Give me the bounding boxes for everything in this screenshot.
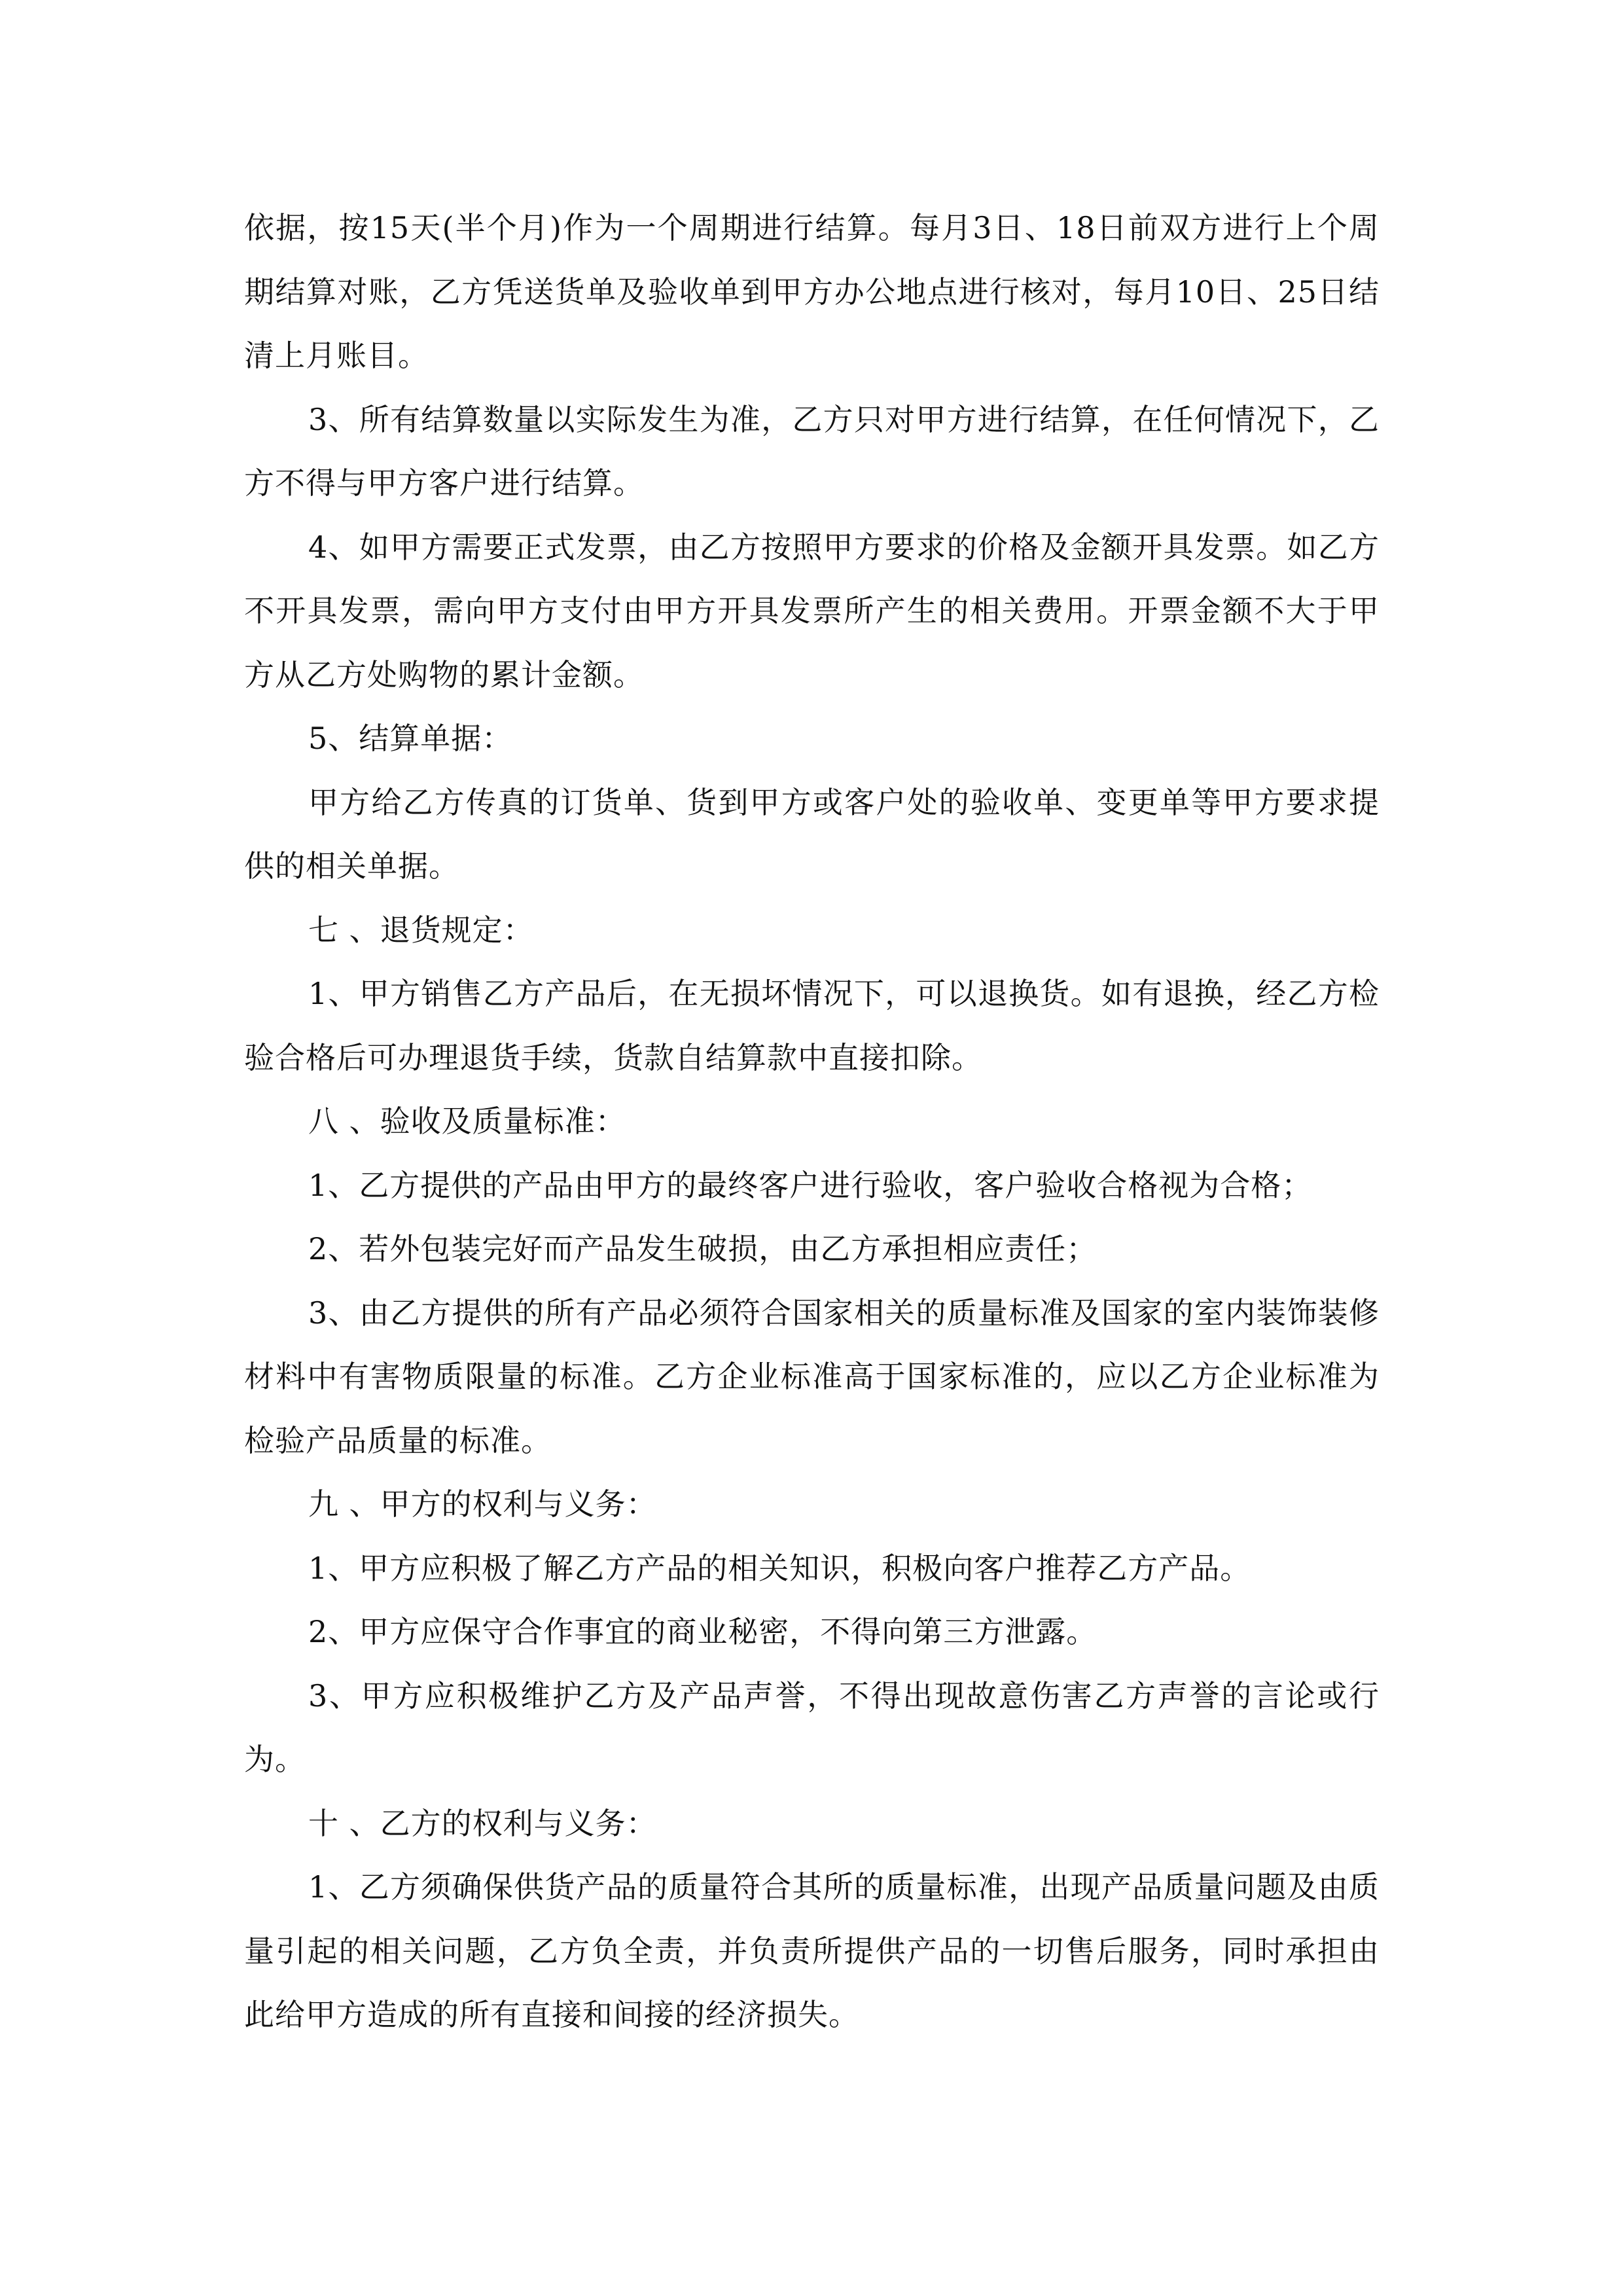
paragraph-settlement-quantity: 3、所有结算数量以实际发生为准，乙方只对甲方进行结算，在任何情况下，乙方不得与甲方客户进行结算。 (244, 401, 1380, 501)
paragraph-invoice: 4、如甲方需要正式发票，由乙方按照甲方要求的价格及金额开具发票。如乙方不开具发票，需向甲方支付由甲方开具发票所产生的相关费用。开票金额不大于甲方从乙方处购物的累计金额。 (244, 529, 1380, 692)
paragraph-acceptance-2: 2、若外包装完好而产品发生破损，由乙方承担相应责任； (308, 1231, 1097, 1266)
paragraph-returns-1: 1、甲方销售乙方产品后，在无损坏情况下，可以退换货。如有退换，经乙方检验合格后可办理退货手续，货款自结算款中直接扣除。 (244, 976, 1380, 1075)
paragraph-settlement-documents: 甲方给乙方传真的订货单、货到甲方或客户处的验收单、变更单等甲方要求提供的相关单据。 (244, 784, 1380, 884)
paragraph-party-a-1: 1、甲方应积极了解乙方产品的相关知识，积极向客户推荐乙方产品。 (308, 1550, 1251, 1586)
paragraph-party-a-3: 3、甲方应积极维护乙方及产品声誉，不得出现故意伤害乙方声誉的言论或行为。 (244, 1677, 1380, 1777)
paragraph-acceptance-3: 3、由乙方提供的所有产品必须符合国家相关的质量标准及国家的室内装饰装修材料中有害物质限量的标准。乙方企业标准高于国家标准的，应以乙方企业标准为检验产品质量的标准。 (244, 1295, 1380, 1458)
paragraph-party-a-2: 2、甲方应保守合作事宜的商业秘密，不得向第三方泄露。 (308, 1614, 1097, 1649)
document-body (244, 196, 1380, 2047)
section-heading-acceptance: 八 、验收及质量标准： (308, 1103, 626, 1139)
paragraph-settlement-basis: 依据，按15天(半个月)作为一个周期进行结算。每月3日、18日前双方进行上个周期结算对账，乙方凭送货单及验收单到甲方办公地点进行核对，每月10日、25日结清上月账目。 (244, 210, 1380, 373)
paragraph-party-b-1: 1、乙方须确保供货产品的质量符合其所的质量标准，出现产品质量问题及由质量引起的相关问题，乙方负全责，并负责所提供产品的一切售后服务，同时承担由此给甲方造成的所有直接和间接的经济损失。 (244, 1869, 1380, 2032)
section-heading-party-b: 十 、乙方的权利与义务： (308, 1805, 657, 1841)
paragraph-settlement-documents-heading: 5、结算单据： (308, 721, 513, 756)
section-heading-returns: 七 、退货规定： (308, 912, 534, 948)
paragraph-acceptance-1: 1、乙方提供的产品由甲方的最终客户进行验收，客户验收合格视为合格； (308, 1167, 1313, 1203)
section-heading-party-a: 九 、甲方的权利与义务： (308, 1486, 657, 1522)
